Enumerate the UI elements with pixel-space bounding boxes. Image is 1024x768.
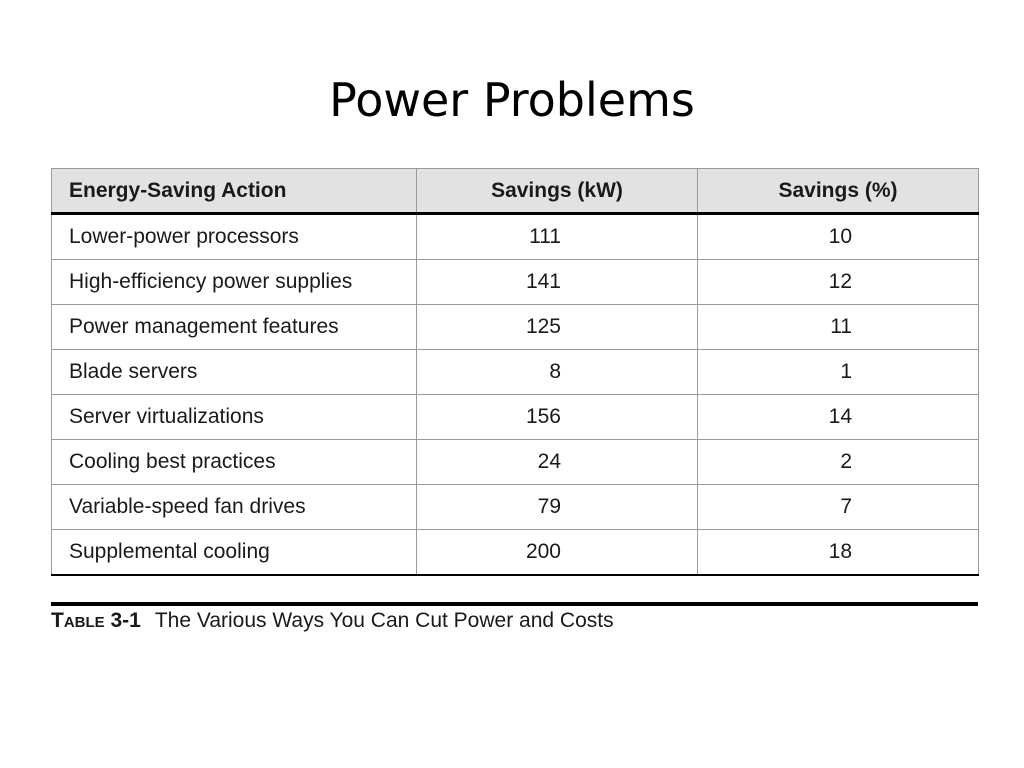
column-header-savings-kw: Savings (kW) — [417, 169, 698, 214]
savings-table-container — [51, 168, 978, 576]
cell-savings-kw: 8 — [417, 350, 698, 395]
cell-savings-kw: 200 — [417, 530, 698, 576]
cell-action: Lower-power processors — [52, 214, 417, 260]
cell-savings-kw: 156 — [417, 395, 698, 440]
cell-savings-kw: 24 — [417, 440, 698, 485]
energy-savings-table — [51, 168, 979, 576]
cell-savings-kw: 79 — [417, 485, 698, 530]
cell-savings-kw: 141 — [417, 260, 698, 305]
caption-label: Table 3-1 — [51, 609, 141, 632]
table-row — [52, 350, 979, 395]
cell-savings-percent: 2 — [698, 440, 979, 485]
cell-savings-percent: 1 — [698, 350, 979, 395]
table-header-row — [52, 169, 979, 214]
cell-savings-percent: 12 — [698, 260, 979, 305]
cell-action: Supplemental cooling — [52, 530, 417, 576]
table-row — [52, 530, 979, 576]
cell-savings-kw: 125 — [417, 305, 698, 350]
slide-title: Power Problems — [329, 73, 695, 127]
cell-action: Variable-speed fan drives — [52, 485, 417, 530]
column-header-action: Energy-Saving Action — [52, 169, 417, 214]
table-row — [52, 485, 979, 530]
caption-text: The Various Ways You Can Cut Power and Costs — [154, 609, 614, 632]
cell-savings-percent: 14 — [698, 395, 979, 440]
cell-action: Power management features — [52, 305, 417, 350]
cell-action: Server virtualizations — [52, 395, 417, 440]
table-row — [52, 214, 979, 260]
cell-savings-percent: 10 — [698, 214, 979, 260]
cell-savings-percent: 7 — [698, 485, 979, 530]
cell-action: High-efficiency power supplies — [52, 260, 417, 305]
table-caption — [51, 608, 978, 634]
cell-savings-percent: 11 — [698, 305, 979, 350]
table-row — [52, 395, 979, 440]
table-row — [52, 305, 979, 350]
column-header-savings-percent: Savings (%) — [698, 169, 979, 214]
cell-action: Blade servers — [52, 350, 417, 395]
cell-action: Cooling best practices — [52, 440, 417, 485]
caption-divider — [51, 602, 978, 606]
table-row — [52, 440, 979, 485]
cell-savings-kw: 111 — [417, 214, 698, 260]
cell-savings-percent: 18 — [698, 530, 979, 576]
table-row — [52, 260, 979, 305]
